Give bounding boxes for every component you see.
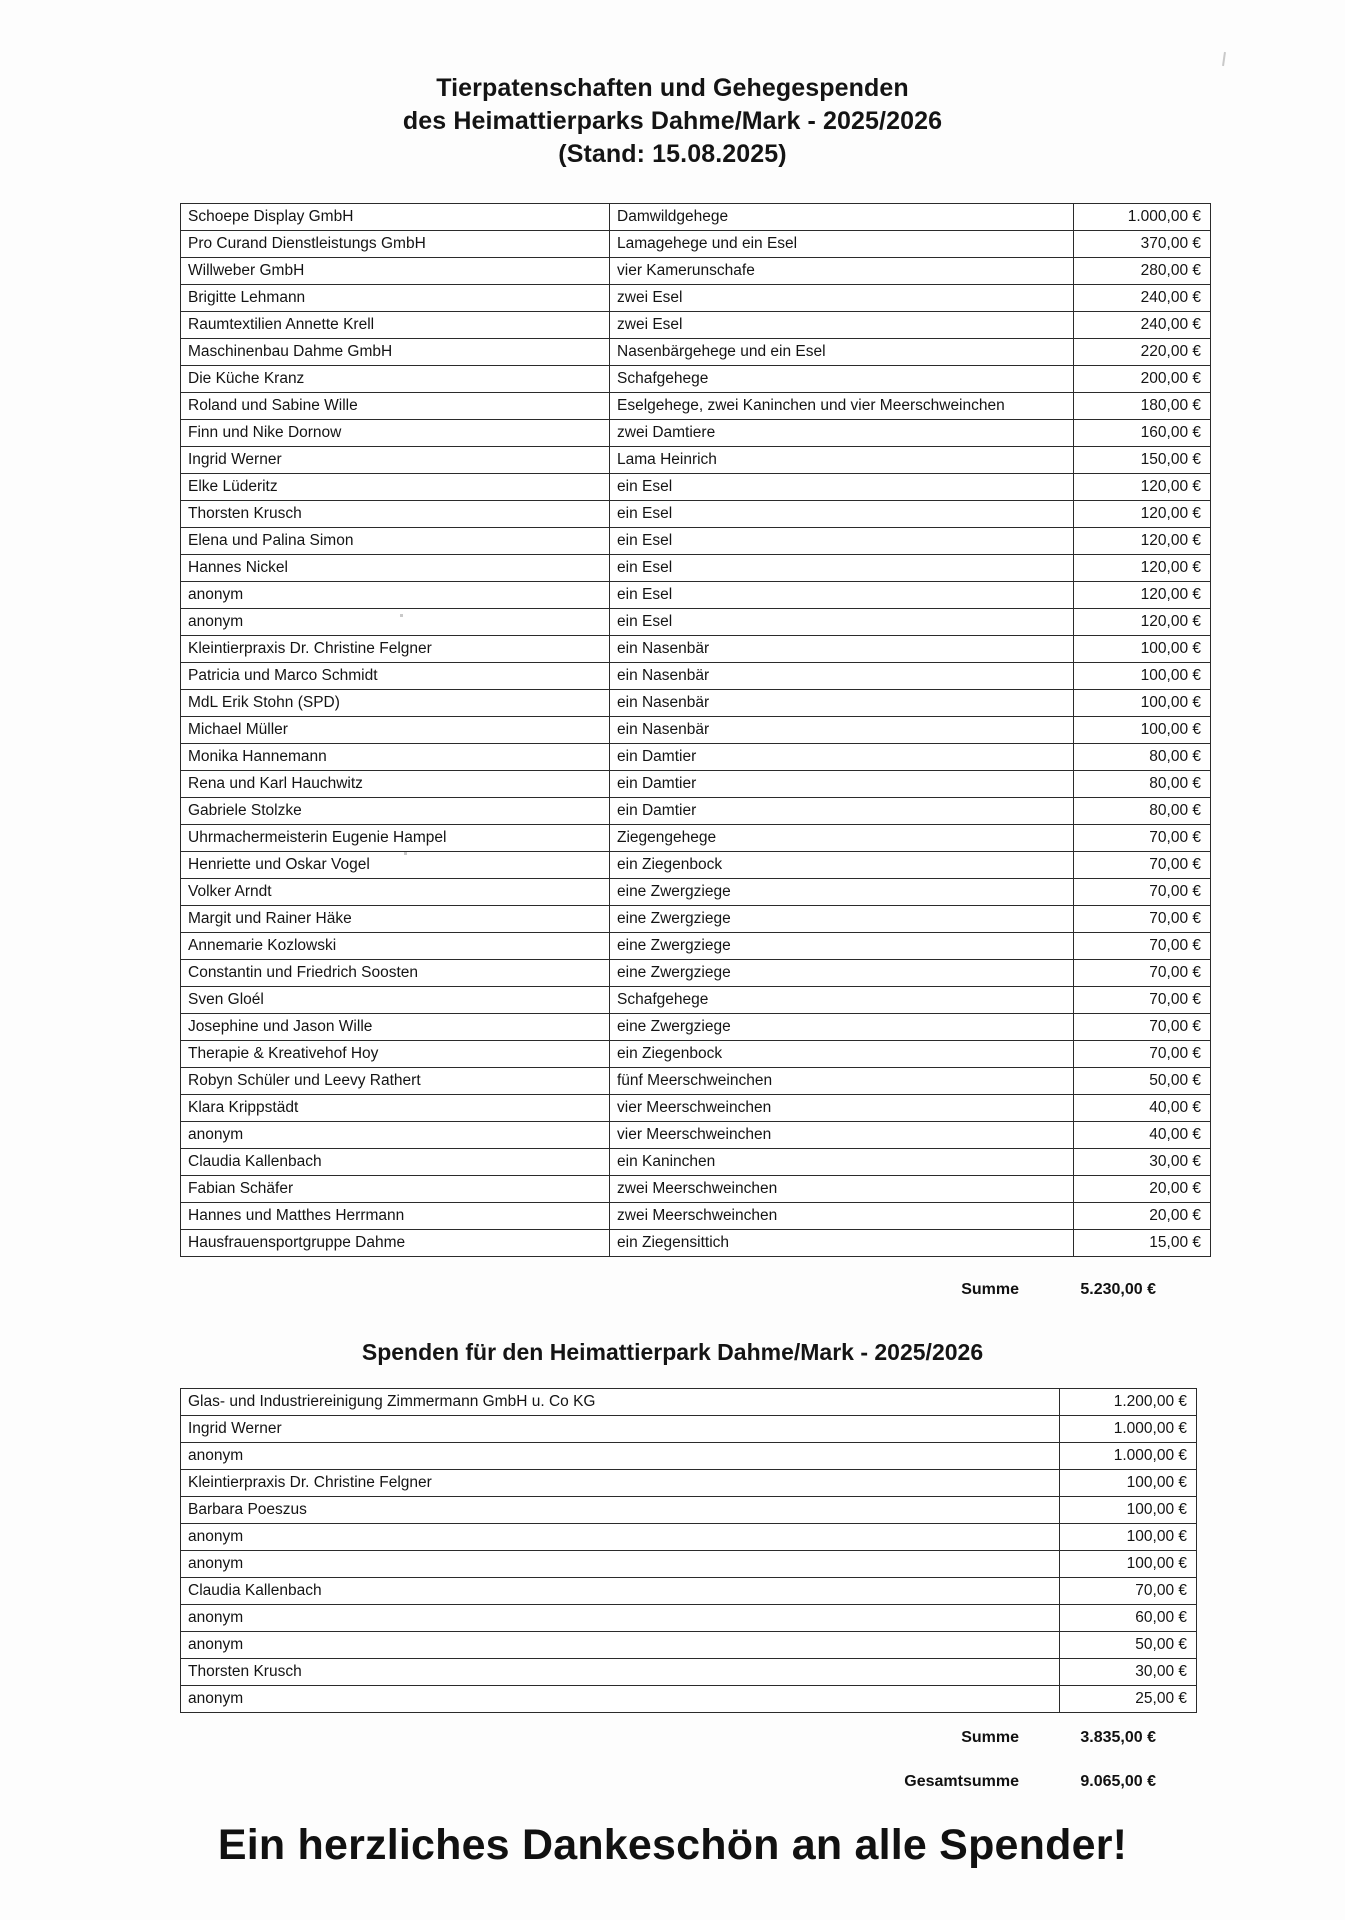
sponsor-description-cell: Lamagehege und ein Esel xyxy=(610,231,1074,258)
sponsor-description-cell: ein Ziegensittich xyxy=(610,1230,1074,1257)
table-row xyxy=(181,312,1211,339)
table-row xyxy=(181,1149,1211,1176)
donor-amount-cell: 1.200,00 € xyxy=(1060,1389,1197,1416)
donor-amount-cell: 100,00 € xyxy=(1060,1551,1197,1578)
table-row xyxy=(181,1095,1211,1122)
sponsor-description-cell: eine Zwergziege xyxy=(610,1014,1074,1041)
sponsor-name-cell: Kleintierpraxis Dr. Christine Felgner xyxy=(181,636,610,663)
sponsor-name-cell: Raumtextilien Annette Krell xyxy=(181,312,610,339)
sponsor-name-cell: Hannes Nickel xyxy=(181,555,610,582)
sponsor-amount-cell: 150,00 € xyxy=(1074,447,1211,474)
sponsor-description-cell: fünf Meerschweinchen xyxy=(610,1068,1074,1095)
table-row xyxy=(181,339,1211,366)
donations-table-container xyxy=(180,1388,1187,1713)
donor-name-cell: Claudia Kallenbach xyxy=(181,1578,1060,1605)
sponsor-description-cell: vier Meerschweinchen xyxy=(610,1122,1074,1149)
sponsor-amount-cell: 220,00 € xyxy=(1074,339,1211,366)
sponsor-name-cell: Ingrid Werner xyxy=(181,447,610,474)
sponsor-amount-cell: 70,00 € xyxy=(1074,906,1211,933)
sponsor-amount-cell: 20,00 € xyxy=(1074,1176,1211,1203)
sponsor-amount-cell: 40,00 € xyxy=(1074,1095,1211,1122)
table-row xyxy=(181,1578,1197,1605)
table-row xyxy=(181,825,1211,852)
sponsor-name-cell: Willweber GmbH xyxy=(181,258,610,285)
sponsor-description-cell: ein Damtier xyxy=(610,771,1074,798)
table-row xyxy=(181,1230,1211,1257)
table-row xyxy=(181,528,1211,555)
sponsor-name-cell: Henriette und Oskar Vogel xyxy=(181,852,610,879)
sponsor-description-cell: ein Damtier xyxy=(610,744,1074,771)
sponsor-amount-cell: 50,00 € xyxy=(1074,1068,1211,1095)
grand-total-row xyxy=(180,1773,1165,1791)
sponsor-name-cell: Schoepe Display GmbH xyxy=(181,204,610,231)
sponsor-name-cell: Hausfrauensportgruppe Dahme xyxy=(181,1230,610,1257)
sponsor-name-cell: Elke Lüderitz xyxy=(181,474,610,501)
donor-amount-cell: 1.000,00 € xyxy=(1060,1443,1197,1470)
donations-section-title: Spenden für den Heimattierpark Dahme/Mark - 2025/2026 xyxy=(361,1339,984,1365)
sponsor-name-cell: Constantin und Friedrich Soosten xyxy=(181,960,610,987)
sponsor-amount-cell: 280,00 € xyxy=(1074,258,1211,285)
sponsor-amount-cell: 70,00 € xyxy=(1074,879,1211,906)
sponsor-description-cell: vier Kamerunschafe xyxy=(610,258,1074,285)
sponsor-amount-cell: 120,00 € xyxy=(1074,474,1211,501)
donor-amount-cell: 50,00 € xyxy=(1060,1632,1197,1659)
donor-amount-cell: 25,00 € xyxy=(1060,1686,1197,1713)
sponsor-description-cell: ein Ziegenbock xyxy=(610,1041,1074,1068)
sponsor-amount-cell: 120,00 € xyxy=(1074,528,1211,555)
sponsor-name-cell: Elena und Palina Simon xyxy=(181,528,610,555)
table-row xyxy=(181,1176,1211,1203)
sponsor-name-cell: Michael Müller xyxy=(181,717,610,744)
table-row xyxy=(181,204,1211,231)
sponsor-amount-cell: 120,00 € xyxy=(1074,582,1211,609)
sponsor-amount-cell: 100,00 € xyxy=(1074,663,1211,690)
sponsor-description-cell: eine Zwergziege xyxy=(610,933,1074,960)
sponsor-description-cell: ein Nasenbär xyxy=(610,717,1074,744)
sponsor-amount-cell: 240,00 € xyxy=(1074,312,1211,339)
sponsor-name-cell: Gabriele Stolzke xyxy=(181,798,610,825)
donor-name-cell: anonym xyxy=(181,1551,1060,1578)
donor-amount-cell: 100,00 € xyxy=(1060,1470,1197,1497)
sponsor-amount-cell: 120,00 € xyxy=(1074,501,1211,528)
sponsor-amount-cell: 180,00 € xyxy=(1074,393,1211,420)
sponsor-description-cell: Ziegengehege xyxy=(610,825,1074,852)
sponsor-description-cell: ein Esel xyxy=(610,501,1074,528)
sponsorships-sum-value: 5.230,00 € xyxy=(1080,1281,1156,1298)
table-row xyxy=(181,1551,1197,1578)
sponsor-name-cell: Hannes und Matthes Herrmann xyxy=(181,1203,610,1230)
sponsor-amount-cell: 80,00 € xyxy=(1074,798,1211,825)
sponsor-name-cell: Brigitte Lehmann xyxy=(181,285,610,312)
donor-amount-cell: 30,00 € xyxy=(1060,1659,1197,1686)
sponsor-amount-cell: 200,00 € xyxy=(1074,366,1211,393)
sponsor-amount-cell: 240,00 € xyxy=(1074,285,1211,312)
sponsor-amount-cell: 120,00 € xyxy=(1074,555,1211,582)
donations-table xyxy=(180,1388,1197,1713)
sponsor-name-cell: Fabian Schäfer xyxy=(181,1176,610,1203)
donor-name-cell: Barbara Poeszus xyxy=(181,1497,1060,1524)
sponsor-amount-cell: 80,00 € xyxy=(1074,771,1211,798)
table-row xyxy=(181,420,1211,447)
sponsor-name-cell: MdL Erik Stohn (SPD) xyxy=(181,690,610,717)
sponsor-amount-cell: 70,00 € xyxy=(1074,825,1211,852)
table-row xyxy=(181,1470,1197,1497)
page-title-line-1: Tierpatenschaften und Gehegespenden xyxy=(436,74,909,102)
sponsor-amount-cell: 120,00 € xyxy=(1074,609,1211,636)
sponsor-description-cell: ein Esel xyxy=(610,474,1074,501)
sponsor-name-cell: Roland und Sabine Wille xyxy=(181,393,610,420)
sponsor-description-cell: ein Nasenbär xyxy=(610,663,1074,690)
table-row xyxy=(181,798,1211,825)
donor-amount-cell: 100,00 € xyxy=(1060,1497,1197,1524)
sponsor-name-cell: Maschinenbau Dahme GmbH xyxy=(181,339,610,366)
table-row xyxy=(181,771,1211,798)
sponsor-name-cell: Volker Arndt xyxy=(181,879,610,906)
donor-name-cell: anonym xyxy=(181,1524,1060,1551)
table-row xyxy=(181,690,1211,717)
table-row xyxy=(181,1203,1211,1230)
table-row xyxy=(181,1524,1197,1551)
donor-amount-cell: 60,00 € xyxy=(1060,1605,1197,1632)
table-row xyxy=(181,1686,1197,1713)
donor-name-cell: Kleintierpraxis Dr. Christine Felgner xyxy=(181,1470,1060,1497)
donor-amount-cell: 70,00 € xyxy=(1060,1578,1197,1605)
sponsorships-table xyxy=(180,203,1211,1257)
sponsor-description-cell: ein Esel xyxy=(610,555,1074,582)
sponsor-amount-cell: 1.000,00 € xyxy=(1074,204,1211,231)
table-row xyxy=(181,852,1211,879)
sponsor-description-cell: Nasenbärgehege und ein Esel xyxy=(610,339,1074,366)
sponsor-amount-cell: 100,00 € xyxy=(1074,690,1211,717)
table-row xyxy=(181,663,1211,690)
table-row xyxy=(181,1068,1211,1095)
sponsor-description-cell: Lama Heinrich xyxy=(610,447,1074,474)
donor-amount-cell: 1.000,00 € xyxy=(1060,1416,1197,1443)
sponsor-amount-cell: 15,00 € xyxy=(1074,1230,1211,1257)
donor-name-cell: Thorsten Krusch xyxy=(181,1659,1060,1686)
sponsor-name-cell: Robyn Schüler und Leevy Rathert xyxy=(181,1068,610,1095)
table-row xyxy=(181,1659,1197,1686)
sponsor-amount-cell: 100,00 € xyxy=(1074,717,1211,744)
sponsor-description-cell: eine Zwergziege xyxy=(610,879,1074,906)
donations-sum-row xyxy=(180,1729,1165,1747)
sponsor-description-cell: ein Esel xyxy=(610,609,1074,636)
table-row xyxy=(181,555,1211,582)
sponsor-amount-cell: 20,00 € xyxy=(1074,1203,1211,1230)
grand-total-label: Gesamtsumme xyxy=(904,1773,1019,1790)
sponsor-amount-cell: 70,00 € xyxy=(1074,960,1211,987)
sponsor-amount-cell: 70,00 € xyxy=(1074,1014,1211,1041)
table-row xyxy=(181,1041,1211,1068)
sponsor-description-cell: zwei Damtiere xyxy=(610,420,1074,447)
sponsor-description-cell: Schafgehege xyxy=(610,366,1074,393)
sponsor-name-cell: Sven Gloél xyxy=(181,987,610,1014)
sponsor-amount-cell: 70,00 € xyxy=(1074,933,1211,960)
donor-name-cell: Ingrid Werner xyxy=(181,1416,1060,1443)
sponsor-description-cell: Eselgehege, zwei Kaninchen und vier Meerschweinchen xyxy=(610,393,1074,420)
sponsor-amount-cell: 70,00 € xyxy=(1074,852,1211,879)
sponsor-name-cell: Patricia und Marco Schmidt xyxy=(181,663,610,690)
sponsor-name-cell: anonym xyxy=(181,582,610,609)
sponsor-description-cell: zwei Meerschweinchen xyxy=(610,1203,1074,1230)
donor-name-cell: anonym xyxy=(181,1632,1060,1659)
table-row xyxy=(181,987,1211,1014)
sponsor-name-cell: anonym xyxy=(181,609,610,636)
table-row xyxy=(181,636,1211,663)
grand-total-value: 9.065,00 € xyxy=(1080,1773,1156,1790)
sponsor-description-cell: vier Meerschweinchen xyxy=(610,1095,1074,1122)
sponsor-amount-cell: 70,00 € xyxy=(1074,1041,1211,1068)
sponsor-name-cell: Finn und Nike Dornow xyxy=(181,420,610,447)
table-row xyxy=(181,1443,1197,1470)
sponsor-description-cell: ein Damtier xyxy=(610,798,1074,825)
sponsor-description-cell: Schafgehege xyxy=(610,987,1074,1014)
sponsor-name-cell: Die Küche Kranz xyxy=(181,366,610,393)
sponsorships-sum-row xyxy=(180,1281,1165,1299)
sponsorships-sum-label: Summe xyxy=(961,1281,1019,1298)
sponsor-name-cell: Rena und Karl Hauchwitz xyxy=(181,771,610,798)
table-row xyxy=(181,1389,1197,1416)
table-row xyxy=(181,933,1211,960)
sponsor-description-cell: eine Zwergziege xyxy=(610,960,1074,987)
table-row xyxy=(181,393,1211,420)
donations-sum-value: 3.835,00 € xyxy=(1080,1729,1156,1746)
table-row xyxy=(181,717,1211,744)
donor-name-cell: anonym xyxy=(181,1686,1060,1713)
sponsor-amount-cell: 160,00 € xyxy=(1074,420,1211,447)
sponsor-name-cell: Annemarie Kozlowski xyxy=(181,933,610,960)
sponsor-name-cell: Josephine und Jason Wille xyxy=(181,1014,610,1041)
sponsor-description-cell: ein Kaninchen xyxy=(610,1149,1074,1176)
sponsor-description-cell: zwei Meerschweinchen xyxy=(610,1176,1074,1203)
sponsor-amount-cell: 40,00 € xyxy=(1074,1122,1211,1149)
table-row xyxy=(181,231,1211,258)
sponsor-amount-cell: 370,00 € xyxy=(1074,231,1211,258)
table-row xyxy=(181,879,1211,906)
table-row xyxy=(181,447,1211,474)
table-row xyxy=(181,582,1211,609)
table-row xyxy=(181,366,1211,393)
sponsor-name-cell: anonym xyxy=(181,1122,610,1149)
table-row xyxy=(181,1605,1197,1632)
table-row xyxy=(181,744,1211,771)
table-row xyxy=(181,285,1211,312)
table-row xyxy=(181,1632,1197,1659)
sponsor-description-cell: ein Nasenbär xyxy=(610,690,1074,717)
sponsor-name-cell: Uhrmachermeisterin Eugenie Hampel xyxy=(181,825,610,852)
table-row xyxy=(181,258,1211,285)
page-title-line-2: des Heimattierparks Dahme/Mark - 2025/2026 xyxy=(402,107,943,135)
sponsor-amount-cell: 100,00 € xyxy=(1074,636,1211,663)
donor-name-cell: anonym xyxy=(181,1605,1060,1632)
table-row xyxy=(181,1497,1197,1524)
table-row xyxy=(181,960,1211,987)
sponsor-description-cell: ein Nasenbär xyxy=(610,636,1074,663)
donations-sum-label: Summe xyxy=(961,1729,1019,1746)
sponsor-description-cell: zwei Esel xyxy=(610,312,1074,339)
sponsor-description-cell: ein Esel xyxy=(610,528,1074,555)
sponsorships-table-container xyxy=(180,203,1201,1257)
sponsor-name-cell: Therapie & Kreativehof Hoy xyxy=(181,1041,610,1068)
table-row xyxy=(181,1122,1211,1149)
table-row xyxy=(181,1014,1211,1041)
page-title-line-3: (Stand: 15.08.2025) xyxy=(558,140,787,168)
sponsor-name-cell: Monika Hannemann xyxy=(181,744,610,771)
sponsor-name-cell: Thorsten Krusch xyxy=(181,501,610,528)
donor-amount-cell: 100,00 € xyxy=(1060,1524,1197,1551)
sponsor-amount-cell: 30,00 € xyxy=(1074,1149,1211,1176)
page-title xyxy=(0,0,1345,171)
sponsor-name-cell: Margit und Rainer Häke xyxy=(181,906,610,933)
sponsor-description-cell: eine Zwergziege xyxy=(610,906,1074,933)
sponsor-description-cell: ein Ziegenbock xyxy=(610,852,1074,879)
sponsor-name-cell: Pro Curand Dienstleistungs GmbH xyxy=(181,231,610,258)
table-row xyxy=(181,609,1211,636)
sponsor-amount-cell: 80,00 € xyxy=(1074,744,1211,771)
donor-name-cell: anonym xyxy=(181,1443,1060,1470)
sponsor-name-cell: Klara Krippstädt xyxy=(181,1095,610,1122)
table-row xyxy=(181,1416,1197,1443)
sponsor-description-cell: ein Esel xyxy=(610,582,1074,609)
sponsor-description-cell: Damwildgehege xyxy=(610,204,1074,231)
table-row xyxy=(181,906,1211,933)
sponsor-amount-cell: 70,00 € xyxy=(1074,987,1211,1014)
sponsor-name-cell: Claudia Kallenbach xyxy=(181,1149,610,1176)
table-row xyxy=(181,501,1211,528)
donor-name-cell: Glas- und Industriereinigung Zimmermann GmbH u. Co KG xyxy=(181,1389,1060,1416)
table-row xyxy=(181,474,1211,501)
closing-thank-you: Ein herzliches Dankeschön an alle Spender! xyxy=(217,1821,1128,1869)
sponsor-description-cell: zwei Esel xyxy=(610,285,1074,312)
